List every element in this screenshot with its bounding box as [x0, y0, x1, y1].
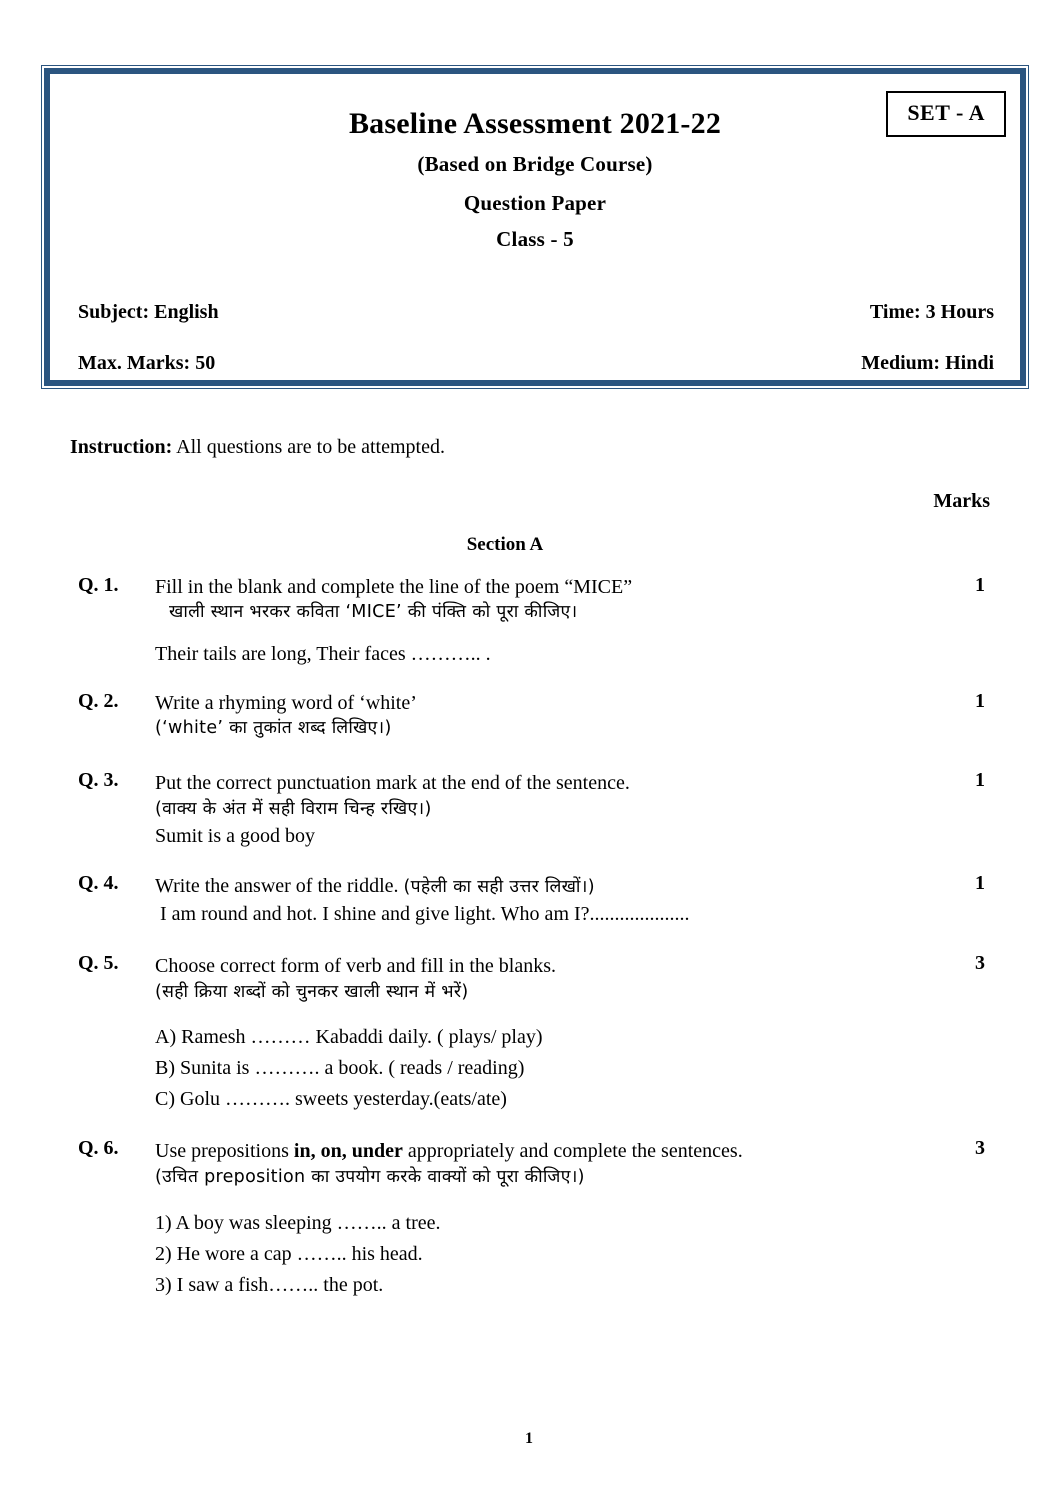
instruction-text: All questions are to be attempted. [172, 436, 445, 458]
question-body [155, 952, 998, 1116]
exam-header-frame [44, 68, 1026, 386]
question-number: Q. 5. [78, 951, 119, 974]
question-item [0, 1137, 1058, 1301]
question-text-english-pre: Use prepositions [155, 1140, 294, 1163]
page-number: 1 [525, 1430, 533, 1447]
question-item [0, 952, 1058, 1116]
instruction-label: Instruction: [70, 436, 173, 458]
spacer [155, 625, 998, 641]
question-number: Q. 4. [78, 871, 119, 894]
section-heading: Section A [466, 534, 544, 555]
question-first-line [155, 1137, 998, 1165]
question-subitem: 2) He wore a cap …….. his head. [155, 1242, 423, 1265]
question-subitem: 1) A boy was sleeping …….. a tree. [155, 1211, 441, 1234]
question-text-english: Write a rhyming word of ‘white’ [155, 692, 417, 715]
question-text-hindi: (सही क्रिया शब्दों को चुनकर खाली स्थान में भरें) [155, 981, 469, 1002]
question-first-line [155, 872, 998, 900]
class-label: Class - 5 [496, 227, 574, 251]
exam-title: Baseline Assessment 2021-22 [348, 107, 722, 140]
question-marks: 3 [975, 1137, 985, 1160]
question-text-hindi: (पहेली का सही उत्तर लिखों।) [403, 876, 595, 897]
question-item [0, 690, 1058, 741]
question-number: Q. 6. [78, 1137, 119, 1160]
question-number: Q. 3. [78, 769, 119, 792]
instruction-line [70, 436, 445, 459]
question-text-hindi: (वाक्य के अंत में सही विराम चिन्ह रखिए।) [155, 799, 432, 820]
exam-subtitle: (Based on Bridge Course) [417, 152, 653, 176]
question-body [155, 574, 998, 668]
question-subitem: C) Golu ………. sweets yesterday.(eats/ate) [155, 1088, 507, 1111]
meta-row-marks-medium [78, 352, 994, 375]
subject-label: Subject: English [78, 301, 219, 323]
max-marks-label: Max. Marks: 50 [78, 352, 216, 374]
question-marks: 3 [975, 951, 985, 974]
question-text-english-post: appropriately and complete the sentences. [402, 1140, 743, 1163]
question-subitem: A) Ramesh ……… Kabaddi daily. ( plays/ play) [155, 1026, 543, 1049]
question-subitems [155, 1208, 998, 1301]
question-body [155, 1137, 998, 1301]
question-item [0, 872, 1058, 928]
question-marks: 1 [975, 690, 985, 713]
question-text-hindi: (‘white’ का तुकांत शब्द लिखिए।) [155, 718, 392, 739]
medium-label: Medium: Hindi [861, 352, 994, 374]
question-text-emphasis: in, on, under [293, 1140, 403, 1163]
question-text-hindi: (उचित preposition का उपयोग करके वाक्यों को पूरा कीजिए।) [155, 1167, 585, 1188]
paper-type-label: Question Paper [463, 191, 607, 215]
marks-column-header: Marks [933, 490, 990, 512]
question-marks: 1 [975, 871, 985, 894]
question-marks: 1 [975, 769, 985, 792]
question-subitem: 3) I saw a fish…….. the pot. [155, 1273, 384, 1296]
question-subitem: B) Sunita is ………. a book. ( reads / reading) [155, 1057, 525, 1080]
time-label: Time: 3 Hours [869, 301, 994, 323]
question-body [155, 690, 998, 741]
question-item [0, 574, 1058, 668]
question-marks: 1 [975, 574, 985, 596]
question-body [155, 872, 998, 928]
question-number: Q. 2. [78, 690, 119, 713]
question-item [0, 769, 1058, 850]
set-badge: SET - A [886, 91, 1006, 137]
question-extra-text: I am round and hot. I shine and give light. Who am I?.................... [155, 902, 690, 925]
questions-list [0, 574, 1058, 1311]
meta-row-subject-time [78, 301, 994, 324]
question-extra-text: Their tails are long, Their faces ……….. . [155, 642, 491, 665]
question-subitems [155, 1022, 998, 1115]
question-extra-text: Sumit is a good boy [155, 824, 316, 847]
question-text-hindi: खाली स्थान भरकर कविता ‘MICE’ की पंक्ति को पूरा कीजिए। [169, 602, 578, 623]
question-text-english: Put the correct punctuation mark at the end of the sentence. [155, 772, 630, 795]
question-body [155, 769, 998, 850]
question-text-english: Fill in the blank and complete the line of the poem “MICE” [155, 576, 633, 598]
question-text-english: Choose correct form of verb and fill in the blanks. [155, 954, 556, 977]
question-text-english: Write the answer of the riddle. [155, 874, 404, 897]
question-number: Q. 1. [78, 574, 119, 596]
